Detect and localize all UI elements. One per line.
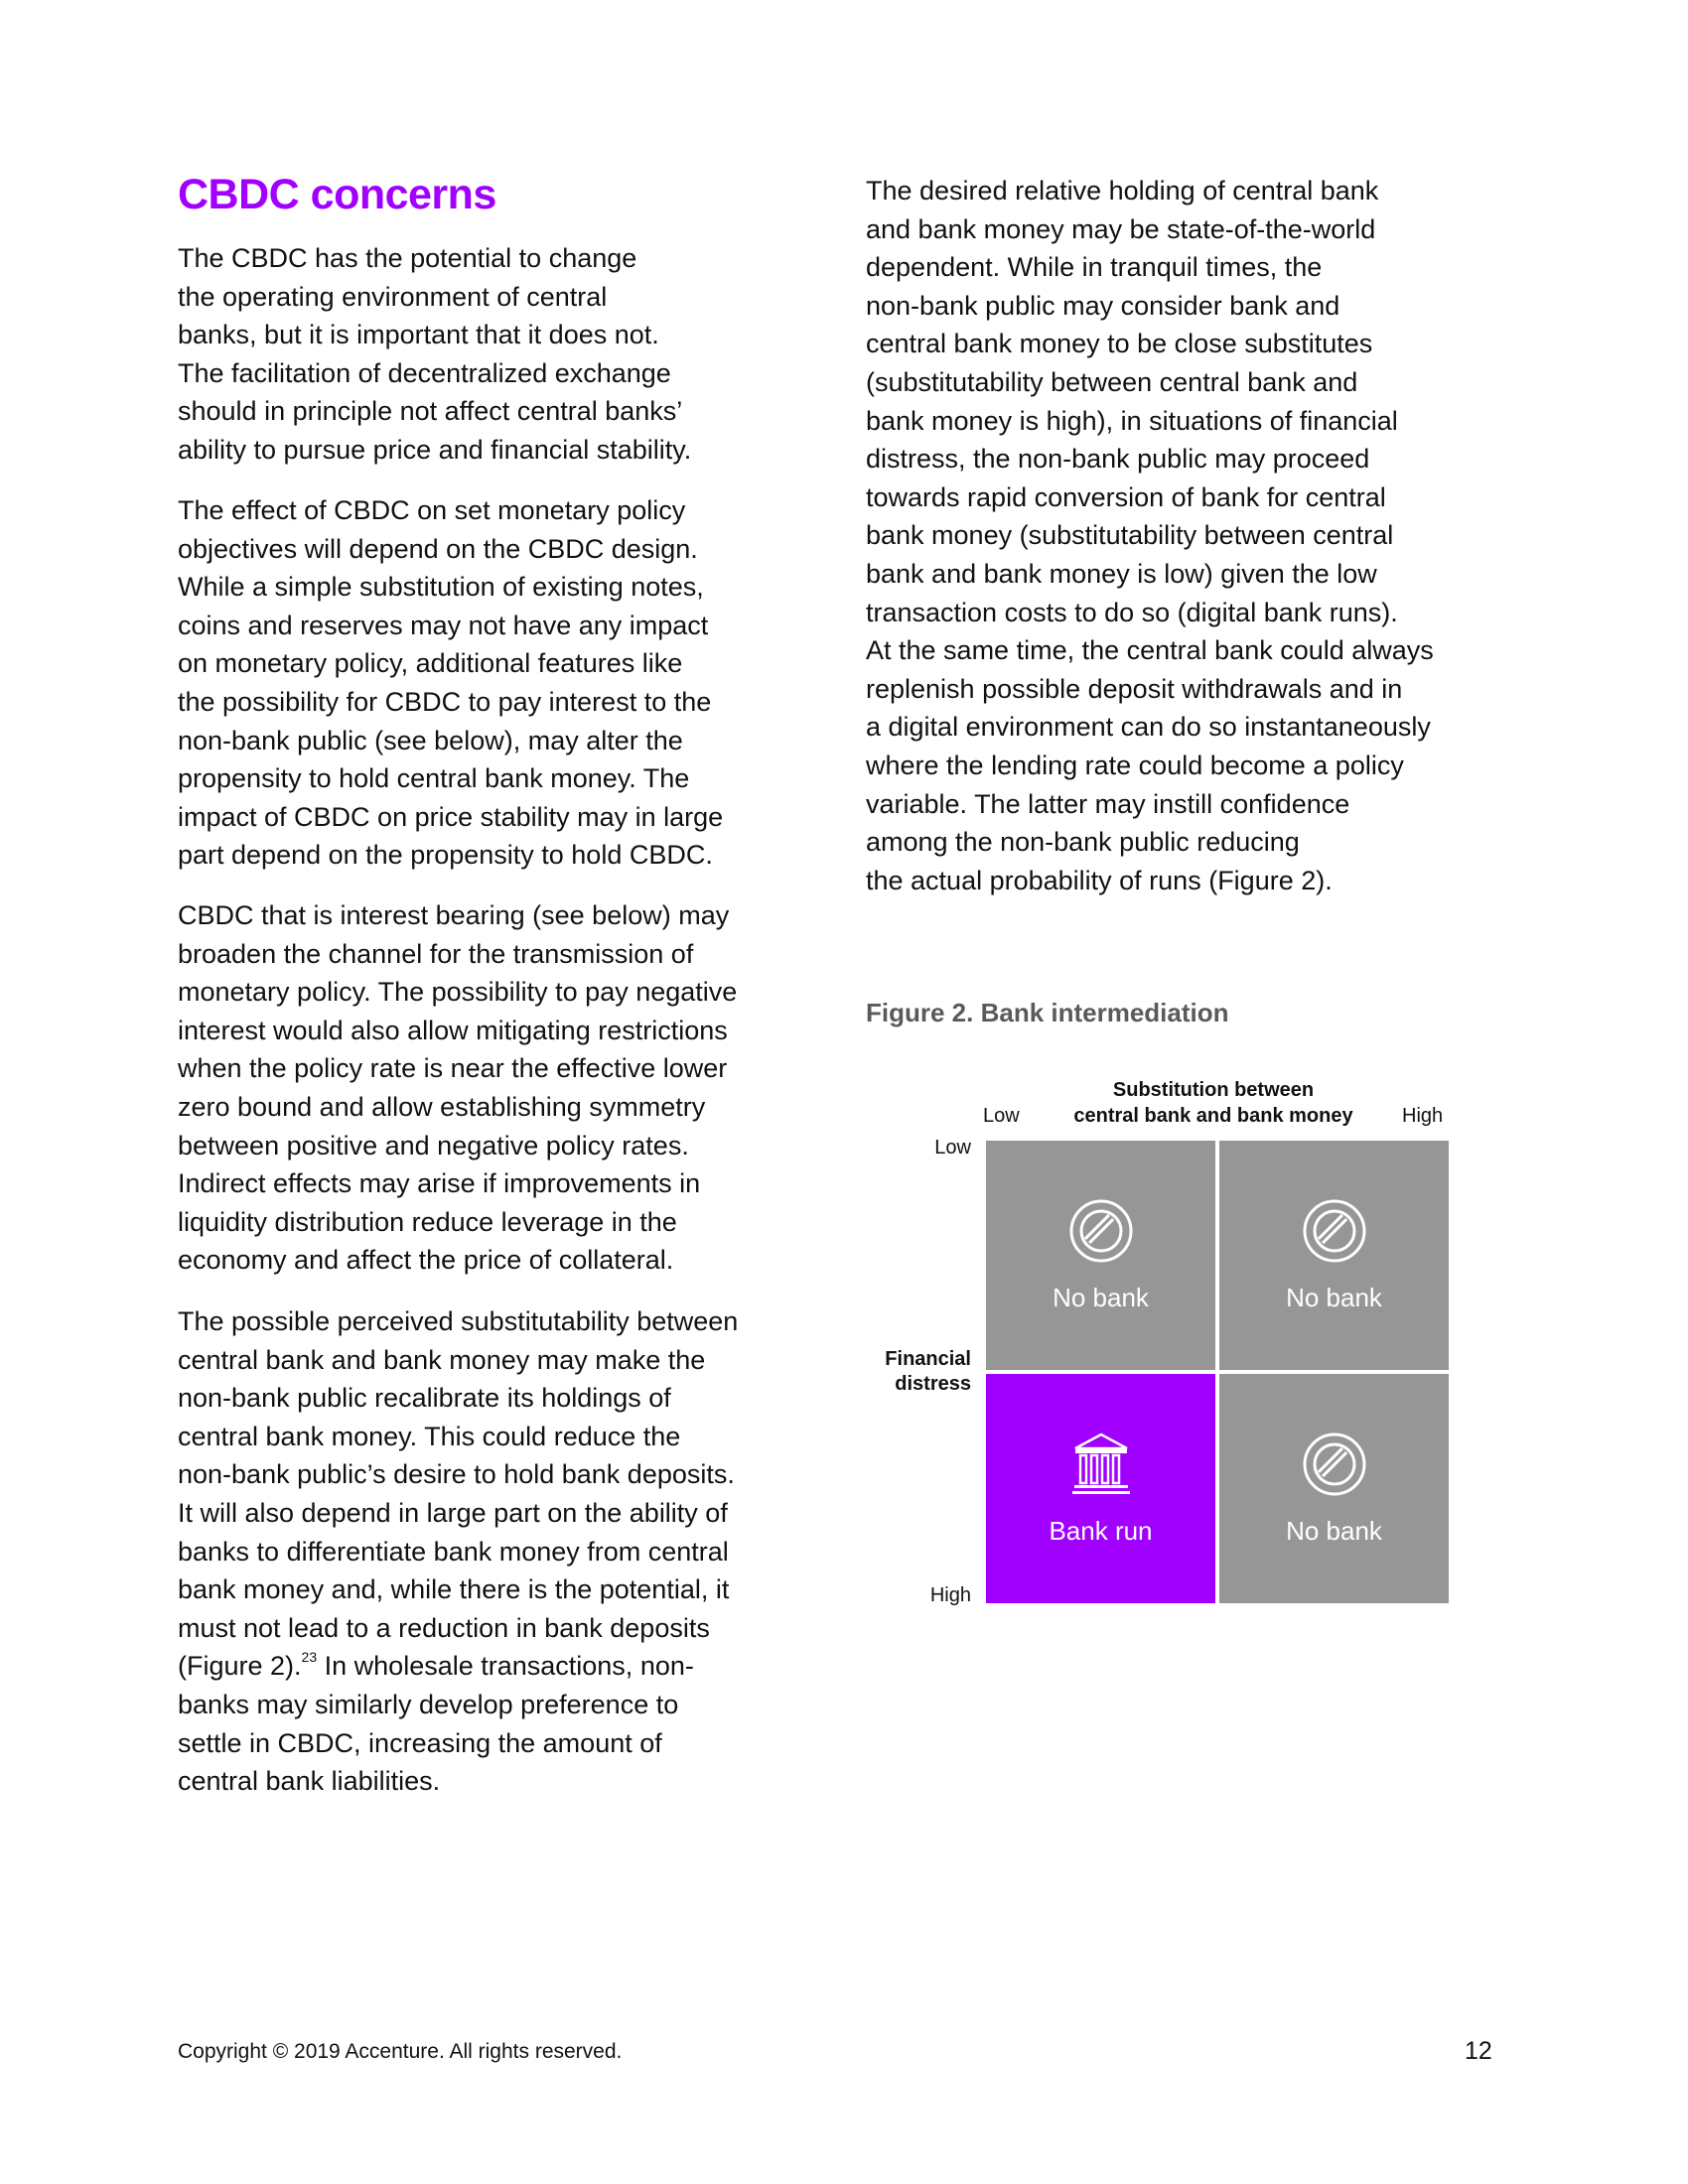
text-line [178, 431, 691, 470]
text-line [866, 708, 1434, 747]
text-span: must not lead to a reduction in bank deposits [178, 1612, 710, 1643]
y-axis-title-line1: Financial [885, 1348, 971, 1370]
text-line [866, 363, 1434, 402]
text-span: central bank money to be close substitutes [866, 329, 1373, 359]
text-span: distress, the non-bank public may proceed [866, 444, 1370, 475]
text-line [178, 896, 737, 935]
text-span: It will also depend in large part on the ability of [178, 1497, 728, 1528]
text-span: the actual probability of runs (Figure 2). [866, 865, 1333, 895]
text-span: zero bound and allow establishing symmetry [178, 1091, 706, 1122]
text-line [178, 973, 737, 1012]
text-span: bank money and, while there is the potential, it [178, 1574, 730, 1605]
text-span: bank money is high), in situations of financial [866, 405, 1398, 436]
text-span: when the policy rate is near the effective lower [178, 1053, 728, 1084]
text-line [178, 836, 723, 875]
text-line [866, 862, 1434, 900]
copyright: Copyright © 2019 Accenture. All rights reserved. [178, 2040, 623, 2063]
text-span: At the same time, the central bank could always [866, 635, 1434, 666]
text-span: variable. The latter may instill confidence [866, 788, 1350, 819]
text-line [178, 1379, 738, 1418]
text-span: propensity to hold central bank money. The [178, 763, 690, 794]
text-span: impact of CBDC on price stability may in large [178, 801, 724, 832]
text-span: bank and bank money is low) given the low [866, 558, 1377, 589]
text-line [866, 440, 1434, 478]
text-line [178, 1049, 737, 1088]
text-span: Indirect effects may arise if improvements in [178, 1168, 701, 1199]
text-line [178, 722, 723, 760]
text-line [178, 239, 691, 278]
text-line [866, 287, 1434, 326]
text-line [178, 1455, 738, 1494]
text-line [866, 670, 1434, 709]
text-line [866, 172, 1434, 210]
section-heading: CBDC concerns [178, 171, 496, 218]
y-axis-title-line2: distress [895, 1373, 971, 1395]
text-line [178, 1494, 738, 1533]
text-line [178, 1127, 737, 1165]
text-span: objectives will depend on the CBDC design. [178, 533, 698, 564]
text-span: among the non-bank public reducing [866, 827, 1300, 858]
text-line [178, 1302, 738, 1341]
text-line [178, 1762, 738, 1801]
paragraph [178, 896, 737, 1280]
text-line [866, 478, 1434, 517]
text-line [866, 594, 1434, 632]
text-span: the possibility for CBDC to pay interest to the [178, 686, 712, 717]
cell-label: No bank [1286, 1515, 1382, 1546]
text-line [178, 1012, 737, 1050]
text-line [178, 683, 723, 722]
matrix-cell [1219, 1374, 1449, 1603]
text-span: non-bank public’s desire to hold bank deposits. [178, 1459, 735, 1490]
matrix-cell [986, 1374, 1215, 1603]
text-span: (substitutability between central bank and [866, 366, 1358, 397]
text-line [866, 248, 1434, 287]
text-span: central bank and bank money may make the [178, 1344, 706, 1375]
text-span: settle in CBDC, increasing the amount of [178, 1727, 662, 1758]
matrix-cell [986, 1141, 1215, 1370]
prohibited-icon [1302, 1432, 1367, 1502]
text-line [178, 759, 723, 798]
text-line [178, 1533, 738, 1571]
text-line [178, 316, 691, 354]
text-line [178, 1164, 737, 1203]
cell-label: Bank run [1049, 1515, 1153, 1546]
text-span: economy and affect the price of collateral. [178, 1245, 674, 1276]
text-line [866, 555, 1434, 594]
x-axis-low-label: Low [983, 1105, 1020, 1127]
text-line [178, 1724, 738, 1763]
text-span: replenish possible deposit withdrawals and in [866, 673, 1403, 704]
text-line [178, 1241, 737, 1280]
text-span: liquidity distribution reduce leverage in the [178, 1206, 677, 1237]
text-span: should in principle not affect central banks’ [178, 396, 683, 427]
cell-label: No bank [1053, 1282, 1149, 1312]
text-span: monetary policy. The possibility to pay negative [178, 977, 738, 1008]
text-line [178, 798, 723, 837]
text-span: The possible perceived substitutability between [178, 1306, 739, 1336]
text-span: central bank money. This could reduce the [178, 1421, 681, 1451]
text-span: transaction costs to do so (digital bank runs). [866, 597, 1398, 627]
text-line [178, 392, 691, 431]
matrix-cell [1219, 1141, 1449, 1370]
text-span: bank money (substitutability between central [866, 520, 1394, 551]
paragraph [178, 239, 691, 470]
text-span: between positive and negative policy rates. [178, 1130, 689, 1160]
paragraph [178, 491, 723, 875]
paragraph [178, 1302, 738, 1801]
text-line [866, 785, 1434, 824]
prohibited-icon [1302, 1198, 1367, 1269]
footnote-ref[interactable]: 23 [301, 1649, 318, 1666]
text-line [866, 210, 1434, 249]
bank-building-icon [1071, 1432, 1131, 1502]
text-span: banks may similarly develop preference to [178, 1689, 679, 1719]
text-span: coins and reserves may not have any impact [178, 610, 709, 640]
x-axis-title-line2: central bank and bank money [1073, 1105, 1353, 1127]
text-line [178, 1647, 738, 1686]
text-line [866, 325, 1434, 363]
text-span: and bank money may be state-of-the-world [866, 213, 1376, 244]
text-span: a digital environment can do so instantaneously [866, 712, 1431, 743]
text-span: The facilitation of decentralized exchange [178, 357, 671, 388]
x-axis-title-line1: Substitution between [1112, 1079, 1315, 1101]
x-axis-high-label: High [1402, 1105, 1444, 1127]
text-span: where the lending rate could become a policy [866, 750, 1404, 780]
y-axis-low-label: Low [934, 1137, 971, 1159]
text-line [866, 747, 1434, 785]
text-span: broaden the channel for the transmission of [178, 938, 694, 969]
text-span: non-bank public recalibrate its holdings of [178, 1383, 671, 1414]
text-line [866, 823, 1434, 862]
text-line [178, 1203, 737, 1242]
text-span: The desired relative holding of central bank [866, 176, 1379, 205]
text-span: towards rapid conversion of bank for central [866, 481, 1386, 512]
text-line [178, 568, 723, 607]
text-line [178, 1418, 738, 1456]
text-span: non-bank public may consider bank and [866, 290, 1340, 321]
text-span: banks to differentiate bank money from central [178, 1536, 729, 1567]
text-line [178, 644, 723, 683]
cell-label: No bank [1286, 1282, 1382, 1312]
text-line [866, 516, 1434, 555]
text-line [866, 631, 1434, 670]
text-span: While a simple substitution of existing notes, [178, 572, 704, 603]
prohibited-icon [1068, 1198, 1134, 1269]
text-line [178, 1609, 738, 1648]
text-line [178, 607, 723, 645]
text-line [178, 1341, 738, 1380]
text-span: ability to pursue price and financial stability. [178, 434, 692, 465]
text-line [178, 935, 737, 974]
text-line [178, 278, 691, 317]
text-span: In wholesale transactions, non- [324, 1651, 694, 1682]
text-span: on monetary policy, additional features like [178, 648, 683, 679]
text-span: central bank liabilities. [178, 1766, 441, 1797]
text-span: part depend on the propensity to hold CBDC. [178, 840, 713, 871]
text-line [178, 530, 723, 569]
text-line [178, 491, 723, 530]
text-span: (Figure 2). [178, 1651, 302, 1682]
text-line [178, 354, 691, 393]
text-line [866, 402, 1434, 441]
y-axis-high-label: High [929, 1584, 971, 1606]
text-span: the operating environment of central [178, 281, 608, 312]
text-span: banks, but it is important that it does not. [178, 320, 659, 350]
figure-title: Figure 2. Bank intermediation [866, 998, 1229, 1027]
text-line [178, 1686, 738, 1724]
text-span: The CBDC has the potential to change [178, 243, 637, 273]
text-line [178, 1088, 737, 1127]
text-line [178, 1570, 738, 1609]
text-span: dependent. While in tranquil times, the [866, 252, 1323, 283]
text-span: non-bank public (see below), may alter the [178, 725, 683, 755]
paragraph [866, 172, 1434, 899]
text-span: interest would also allow mitigating restrictions [178, 1015, 728, 1045]
text-span: The effect of CBDC on set monetary policy [178, 495, 686, 525]
page-number: 12 [1465, 2037, 1492, 2065]
text-span: CBDC that is interest bearing (see below) may [178, 900, 730, 930]
